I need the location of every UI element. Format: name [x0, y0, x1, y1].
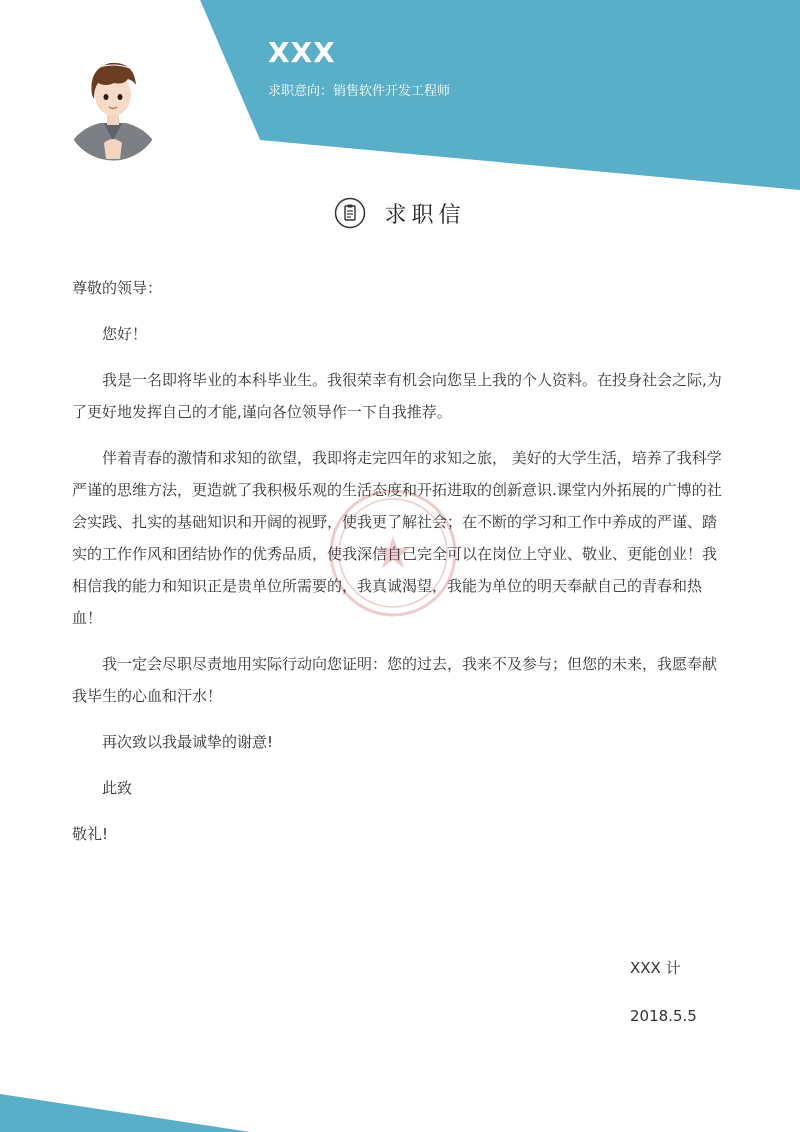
- letter-paragraph: 伴着青春的激情和求知的欲望，我即将走完四年的求知之旅， 美好的大学生活，培养了我科学严谨的思维方法，更造就了我积极乐观的生活态度和开拓进取的创新意识.课堂内外拓展的广博的社会实践、扎实的基础知识和开阔的视野，使我更了解社会；在不断的学习和工作中养成的严谨、踏实的工作作风和团结协作的优秀品质，使我深信自己完全可以在岗位上守业、敬业、更能创业！我相信我的能力和知识正是贵单位所需要的，我真诚渴望，我能为单位的明天奉献自己的青春和热血！: [72, 449, 722, 627]
- avatar: [64, 55, 162, 165]
- document-title: 求职信: [384, 202, 466, 228]
- letter-salutation: 尊敬的领导：: [72, 279, 163, 297]
- letter-closing: 此致: [102, 779, 133, 797]
- letter-body: [72, 272, 728, 864]
- clipboard-icon: [334, 197, 366, 229]
- letter-regards: 敬礼!: [72, 825, 109, 843]
- letter-paragraph: 再次致以我最诚挚的谢意!: [102, 733, 274, 751]
- applicant-name: XXX: [268, 36, 336, 69]
- document-title-row: [0, 196, 800, 230]
- letter-paragraph: 我一定会尽职尽责地用实际行动向您证明：您的过去，我来不及参与；但您的未来，我愿奉献我毕生的心血和汗水！: [72, 655, 718, 705]
- letter-signature: XXX 计: [630, 959, 681, 977]
- letter-date: 2018.5.5: [630, 1007, 697, 1025]
- letter-greeting: 您好！: [102, 325, 148, 343]
- letter-paragraph: 我是一名即将毕业的本科毕业生。我很荣幸有机会向您呈上我的个人资料。在投身社会之际,为了更好地发挥自己的才能,谨向各位领导作一下自我推荐。: [72, 371, 722, 421]
- job-intent: 求职意向：销售软件开发工程师: [268, 84, 451, 99]
- footer-banner: [0, 1042, 800, 1132]
